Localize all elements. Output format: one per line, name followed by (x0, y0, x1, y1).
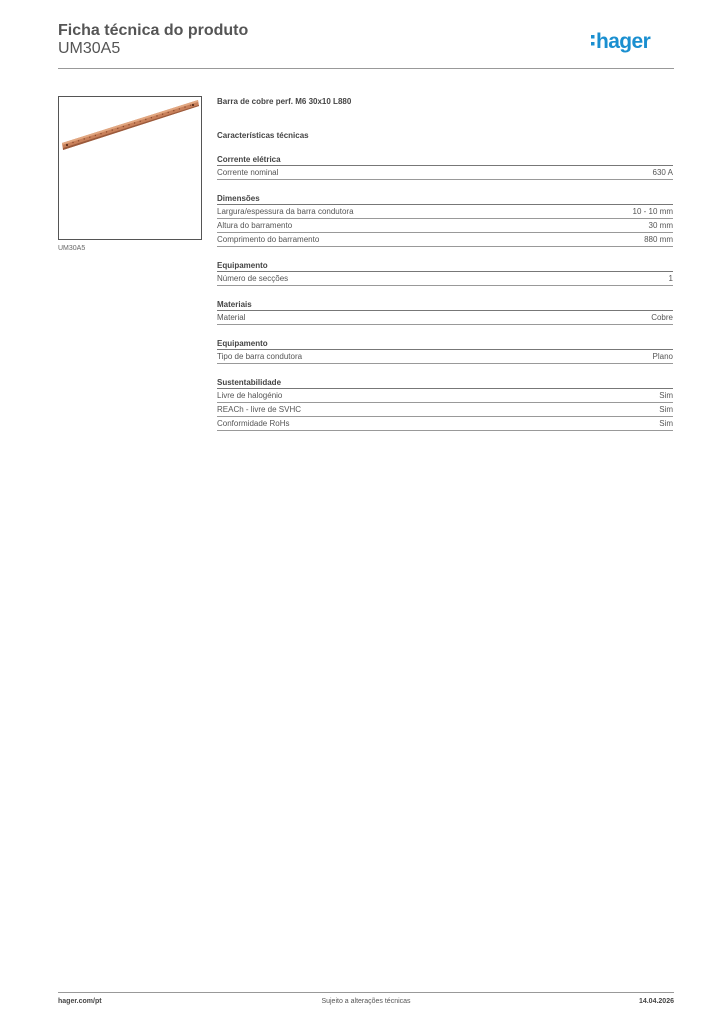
busbar-hole (95, 135, 96, 136)
spec-value: 30 mm (648, 221, 673, 230)
spec-label: Conformidade RoHs (217, 419, 290, 428)
spec-section (217, 338, 673, 364)
busbar-hole (168, 112, 169, 113)
spec-value: Plano (652, 352, 673, 361)
busbar-hole (89, 137, 90, 138)
product-description: Barra de cobre perf. M6 30x10 L880 (217, 97, 352, 106)
tech-characteristics-heading: Características técnicas (217, 131, 309, 140)
spec-value: 1 (668, 274, 673, 283)
busbar-hole (184, 106, 185, 107)
busbar-hole (151, 117, 152, 118)
busbar-hole (123, 126, 124, 127)
logo-text: hager (596, 30, 651, 53)
spec-section (217, 193, 673, 247)
footer-website[interactable]: hager.com/pt (58, 998, 102, 1005)
page-header (58, 20, 674, 70)
spec-row (217, 311, 673, 325)
busbar-hole (134, 122, 135, 123)
busbar-hole (140, 121, 141, 122)
spec-label: Material (217, 313, 246, 322)
section-title: Equipamento (217, 338, 673, 350)
section-title: Dimensões (217, 193, 673, 205)
spec-row (217, 389, 673, 403)
spec-value: 630 A (652, 168, 673, 177)
spec-sections (217, 154, 673, 431)
spec-value: Cobre (651, 313, 673, 322)
product-code: UM30A5 (58, 40, 121, 57)
product-image (58, 96, 202, 240)
busbar-hole (190, 105, 191, 106)
busbar-hole (117, 128, 118, 129)
busbar-hole (162, 114, 163, 115)
spec-label: Tipo de barra condutora (217, 352, 303, 361)
busbar-hole (72, 142, 73, 143)
section-title: Sustentabilidade (217, 377, 673, 389)
page-footer (58, 998, 674, 1010)
busbar-hole (173, 110, 174, 111)
spec-row (217, 166, 673, 180)
spec-value: Sim (659, 419, 673, 428)
spec-label: Altura do barramento (217, 221, 293, 230)
spec-content (217, 96, 673, 431)
busbar-hole (179, 108, 180, 109)
footer-divider (58, 992, 674, 993)
spec-value: 10 - 10 mm (632, 207, 673, 216)
header-divider (58, 68, 674, 69)
spec-section (217, 299, 673, 325)
spec-label: REACh - livre de SVHC (217, 405, 302, 414)
spec-label: Comprimento do barramento (217, 235, 320, 244)
spec-label: Número de secções (217, 274, 289, 283)
spec-section (217, 377, 673, 431)
busbar-hole (84, 138, 85, 139)
busbar-hole (100, 133, 101, 134)
spec-section (217, 260, 673, 286)
footer-note: Sujeito a alterações técnicas (321, 998, 411, 1005)
hager-logo (590, 28, 674, 56)
spec-row (217, 272, 673, 286)
spec-row (217, 403, 673, 417)
document-title: Ficha técnica do produto (58, 22, 249, 39)
spec-row (217, 417, 673, 431)
busbar-hole (145, 119, 146, 120)
image-caption: UM30A5 (58, 245, 86, 252)
spec-row (217, 219, 673, 233)
copper-busbar-image (59, 97, 201, 239)
footer-date: 14.04.2026 (638, 998, 674, 1005)
spec-label: Livre de halogénio (217, 391, 283, 400)
spec-label: Corrente nominal (217, 168, 279, 177)
busbar-hole (128, 124, 129, 125)
spec-value: 880 mm (644, 235, 673, 244)
busbar-hole (106, 131, 107, 132)
spec-label: Largura/espessura da barra condutora (217, 207, 354, 216)
section-title: Materiais (217, 299, 673, 311)
spec-row (217, 350, 673, 364)
spec-value: Sim (659, 405, 673, 414)
section-title: Corrente elétrica (217, 154, 673, 166)
busbar-hole (78, 140, 79, 141)
busbar-hole (156, 115, 157, 116)
spec-value: Sim (659, 391, 673, 400)
spec-section (217, 154, 673, 180)
busbar-hole (112, 129, 113, 130)
section-title: Equipamento (217, 260, 673, 272)
spec-row (217, 205, 673, 219)
spec-row (217, 233, 673, 247)
